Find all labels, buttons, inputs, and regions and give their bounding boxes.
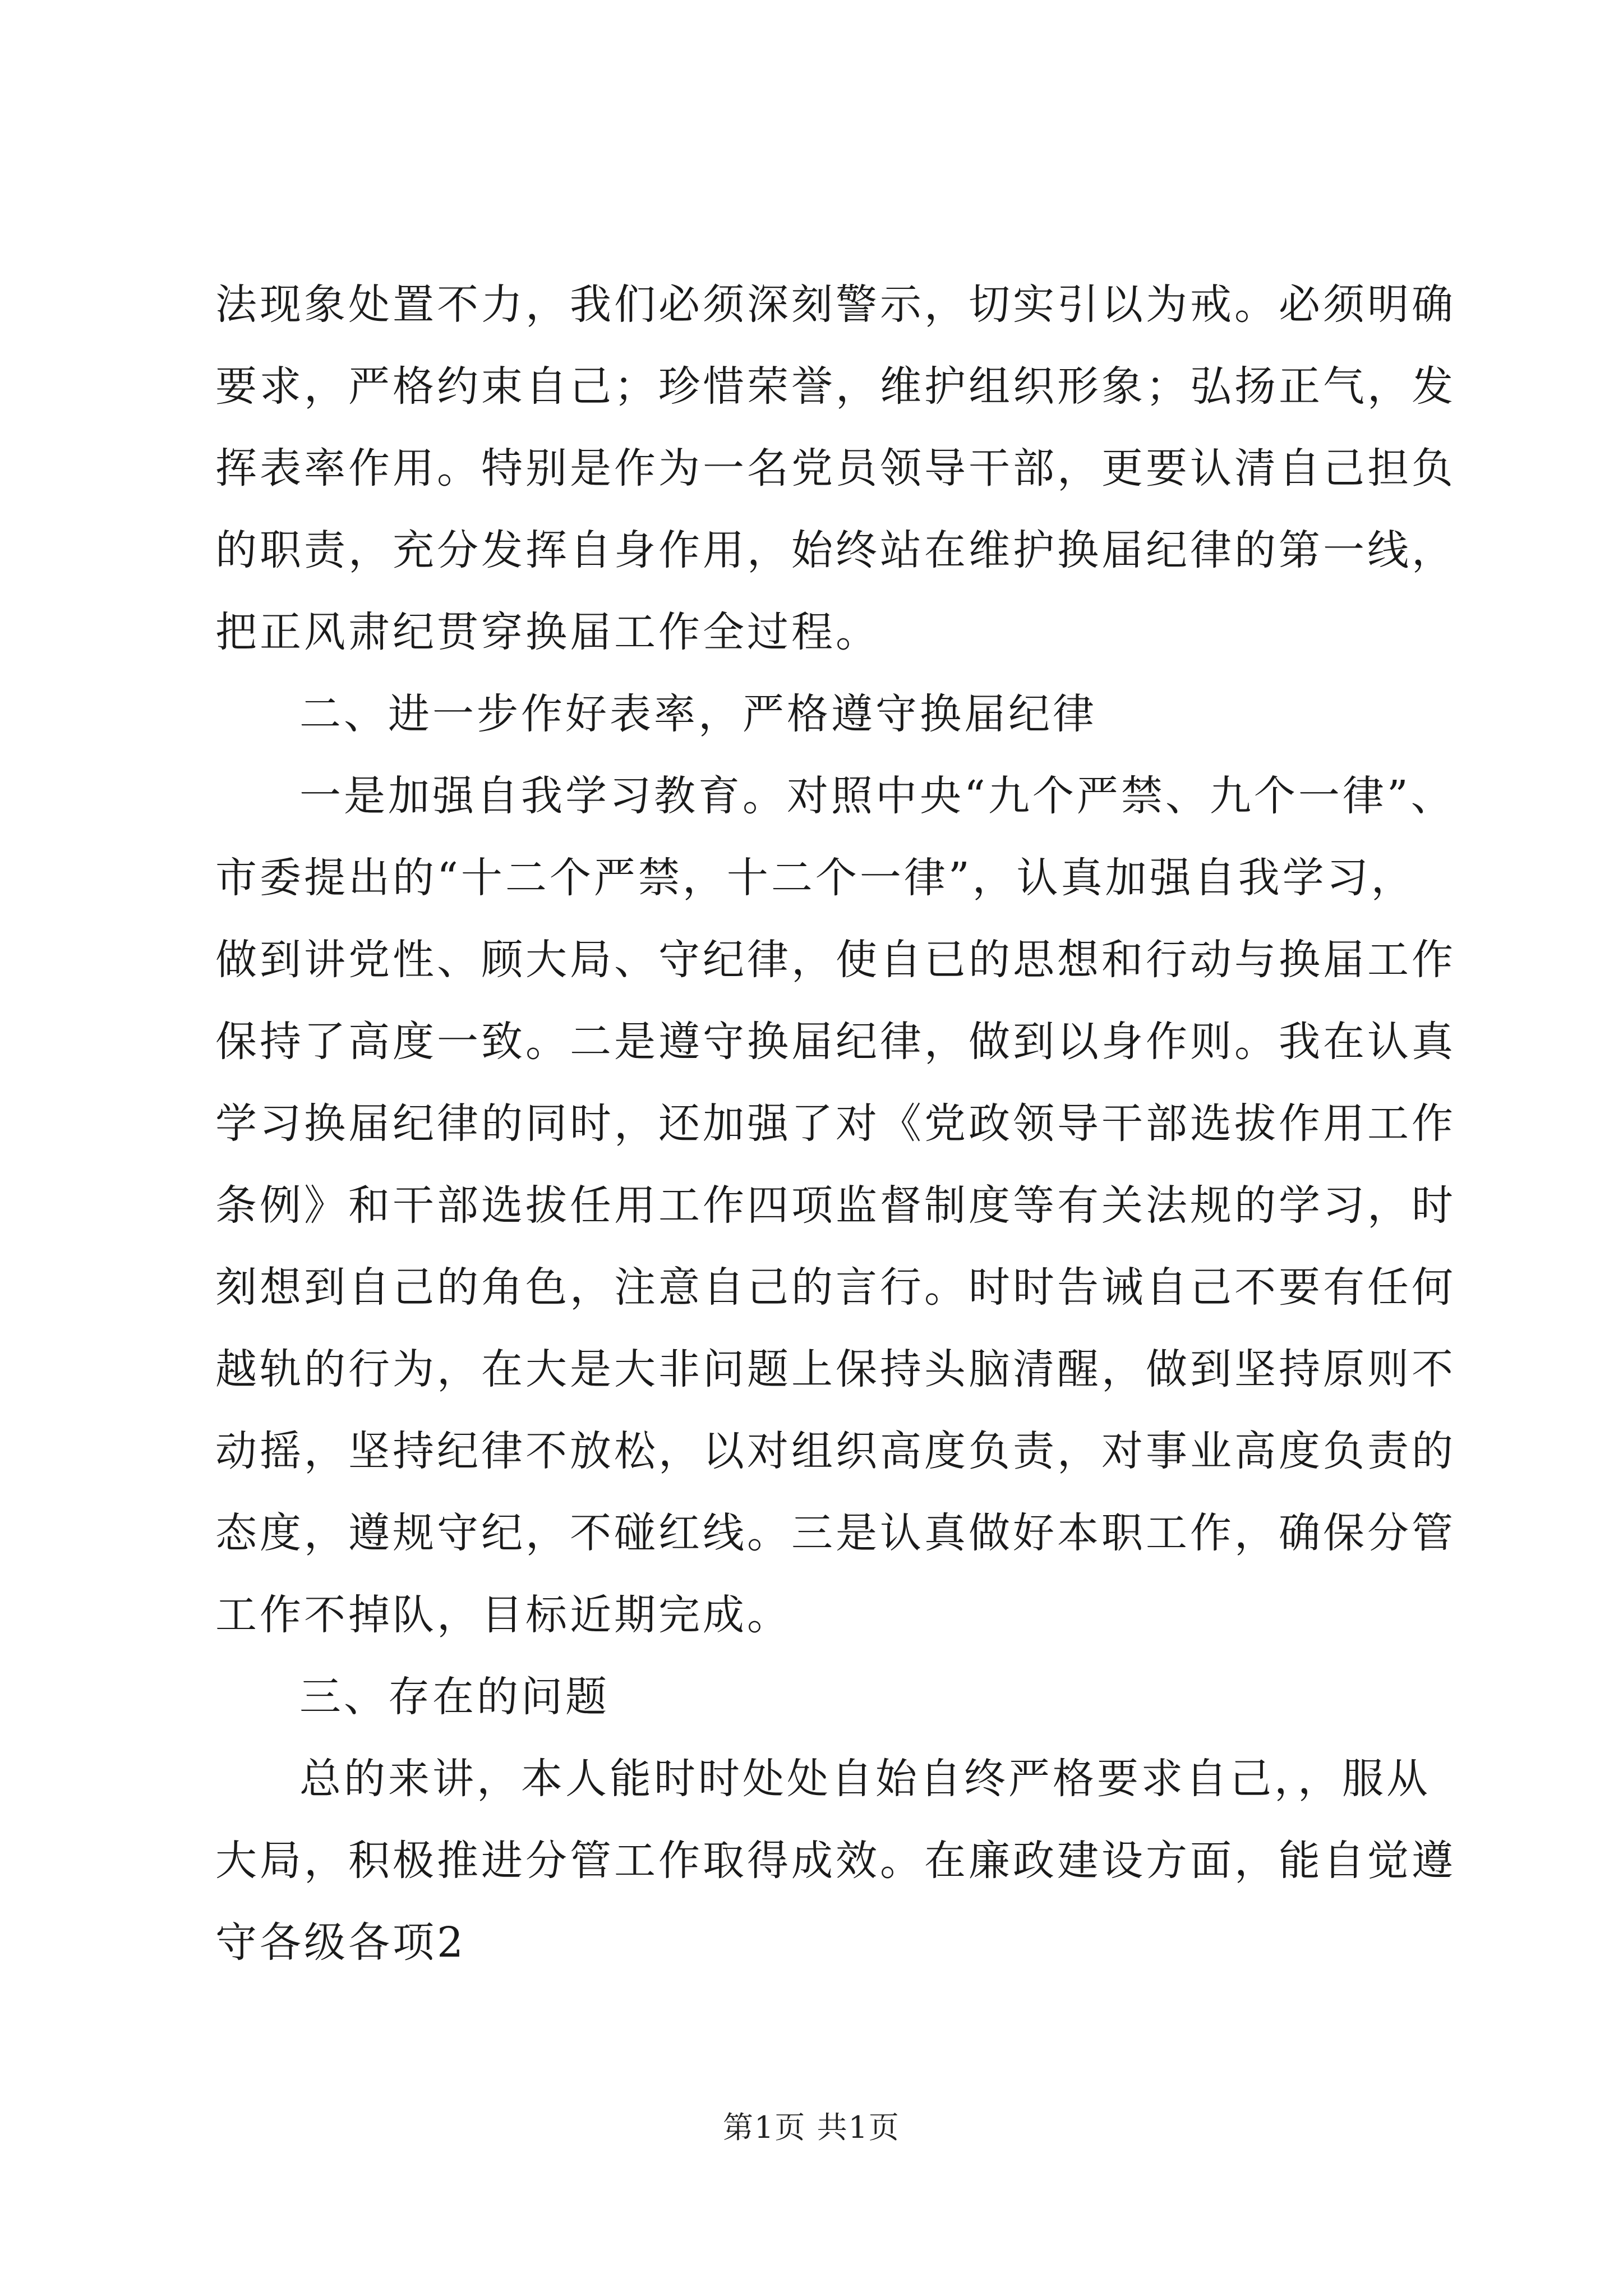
text-line: 态度，遵规守纪，不碰红线。三是认真做好本职工作，确保分管 [215,1509,1456,1557]
page-footer [0,2104,1623,2147]
text-line: 法现象处置不力，我们必须深刻警示，切实引以为戒。必须明确 [215,280,1456,329]
text-line: 挥表率作用。特别是作为一名党员领导干部，更要认清自己担负 [215,444,1456,493]
text-line: 守各级各项2 [215,1918,467,1967]
text-line: 一是加强自我学习教育。对照中央“九个严禁、九个一律”、 [299,772,1455,820]
text-line: 把正风肃纪贯穿换届工作全过程。 [215,608,880,656]
text-line: 刻想到自己的角色，注意自己的言行。时时告诫自己不要有任何 [215,1263,1456,1312]
text-line: 条例》和干部选拔任用工作四项监督制度等有关法规的学习，时 [215,1181,1456,1230]
text-line: 大局，积极推进分管工作取得成效。在廉政建设方面，能自觉遵 [215,1837,1456,1885]
text-line: 的职责，充分发挥自身作用，始终站在维护换届纪律的第一线， [215,526,1456,574]
text-line: 工作不掉队，目标近期完成。 [215,1591,791,1639]
section-heading: 三、存在的问题 [299,1673,610,1721]
text-line: 越轨的行为，在大是大非问题上保持头脑清醒，做到坚持原则不 [215,1345,1456,1393]
section-heading: 二、进一步作好表率，严格遵守换届纪律 [299,690,1097,738]
document-body [215,264,1456,1984]
text-line: 保持了高度一致。二是遵守换届纪律，做到以身作则。我在认真 [215,1018,1456,1066]
text-line: 动摇，坚持纪律不放松，以对组织高度负责，对事业高度负责的 [215,1427,1456,1475]
text-line: 总的来讲，本人能时时处处自始自终严格要求自己，，服从 [299,1755,1431,1803]
text-line: 要求，严格约束自己；珍惜荣誉，维护组织形象；弘扬正气，发 [215,362,1456,411]
text-line: 市委提出的“十二个严禁，十二个一律”，认真加强自我学习， [215,854,1415,902]
text-line: 学习换届纪律的同时，还加强了对《党政领导干部选拔作用工作 [215,1099,1456,1148]
page-number-label: 第1页 共1页 [723,2110,900,2145]
text-line: 做到讲党性、顾大局、守纪律，使自已的思想和行动与换届工作 [215,936,1456,984]
